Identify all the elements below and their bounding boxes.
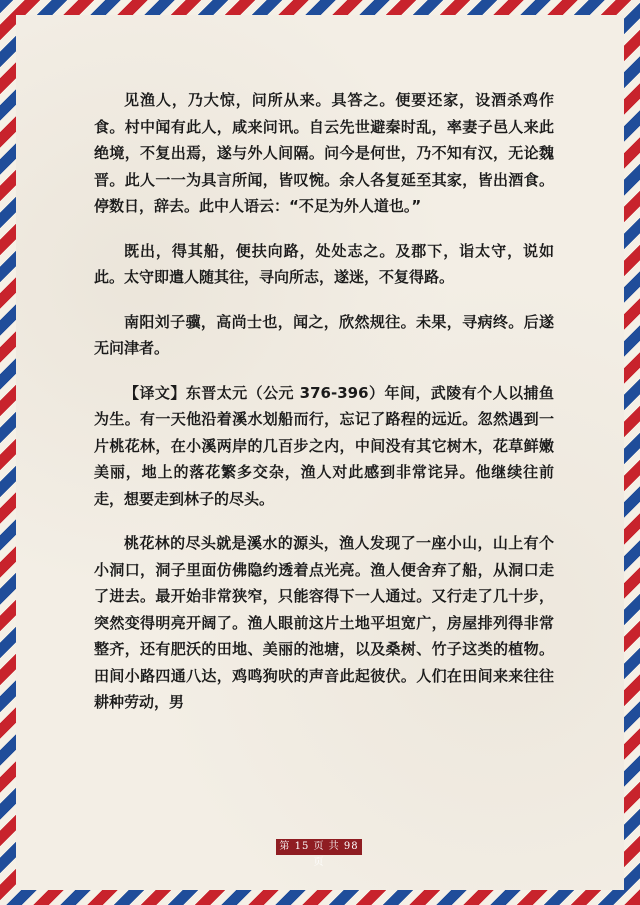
paragraph-translation-1: 【译文】东晋太元（公元 376-396）年间，武陵有个人以捕鱼为生。有一天他沿着溪水划船而行，忘记了路程的远近。忽然遇到一片桃花林，在小溪两岸的几百步之内，中间没有其它树木，花草鲜嫩美丽，地上的落花繁多交杂，渔人对此感到非常诧异。他继续往前走，想要走到林子的尽头。 (94, 383, 554, 508)
paragraph-translation-2: 桃花林的尽头就是溪水的源头，渔人发现了一座小山，山上有个小洞口，洞子里面仿佛隐约透着点光亮。渔人便舍弃了船，从洞口走了进去。最开始非常狭窄，只能容得下一人通过。又行走了几十步，突然变得明亮开阔了。渔人眼前这片土地平坦宽广，房屋排列得非常整齐，还有肥沃的田地、美丽的池塘，以及桑树、竹子这类的植物。田间小路四通八达，鸡鸣狗吠的声音此起彼伏。人们在田间来来往往耕种劳动，男 (94, 534, 554, 711)
document-body (94, 87, 554, 716)
page-number-footer: 第 15 页 共 98 页 (276, 839, 362, 855)
paragraph-2: 既出，得其船，便扶向路，处处志之。及郡下，诣太守，说如此。太守即遣人随其往，寻向所志，遂迷，不复得路。 (94, 241, 554, 286)
paragraph-3: 南阳刘子骥，高尚士也，闻之，欣然规往。未果，寻病终。后遂无问津者。 (94, 312, 554, 357)
paragraph-1: 见渔人，乃大惊，问所从来。具答之。便要还家，设酒杀鸡作食。村中闻有此人，咸来问讯。自云先世避秦时乱，率妻子邑人来此绝境，不复出焉，遂与外人间隔。问今是何世，乃不知有汉，无论魏晋。此人一一为具言所闻，皆叹惋。余人各复延至其家，皆出酒食。停数日，辞去。此中人语云：“不足为外人道也。” (94, 91, 554, 215)
